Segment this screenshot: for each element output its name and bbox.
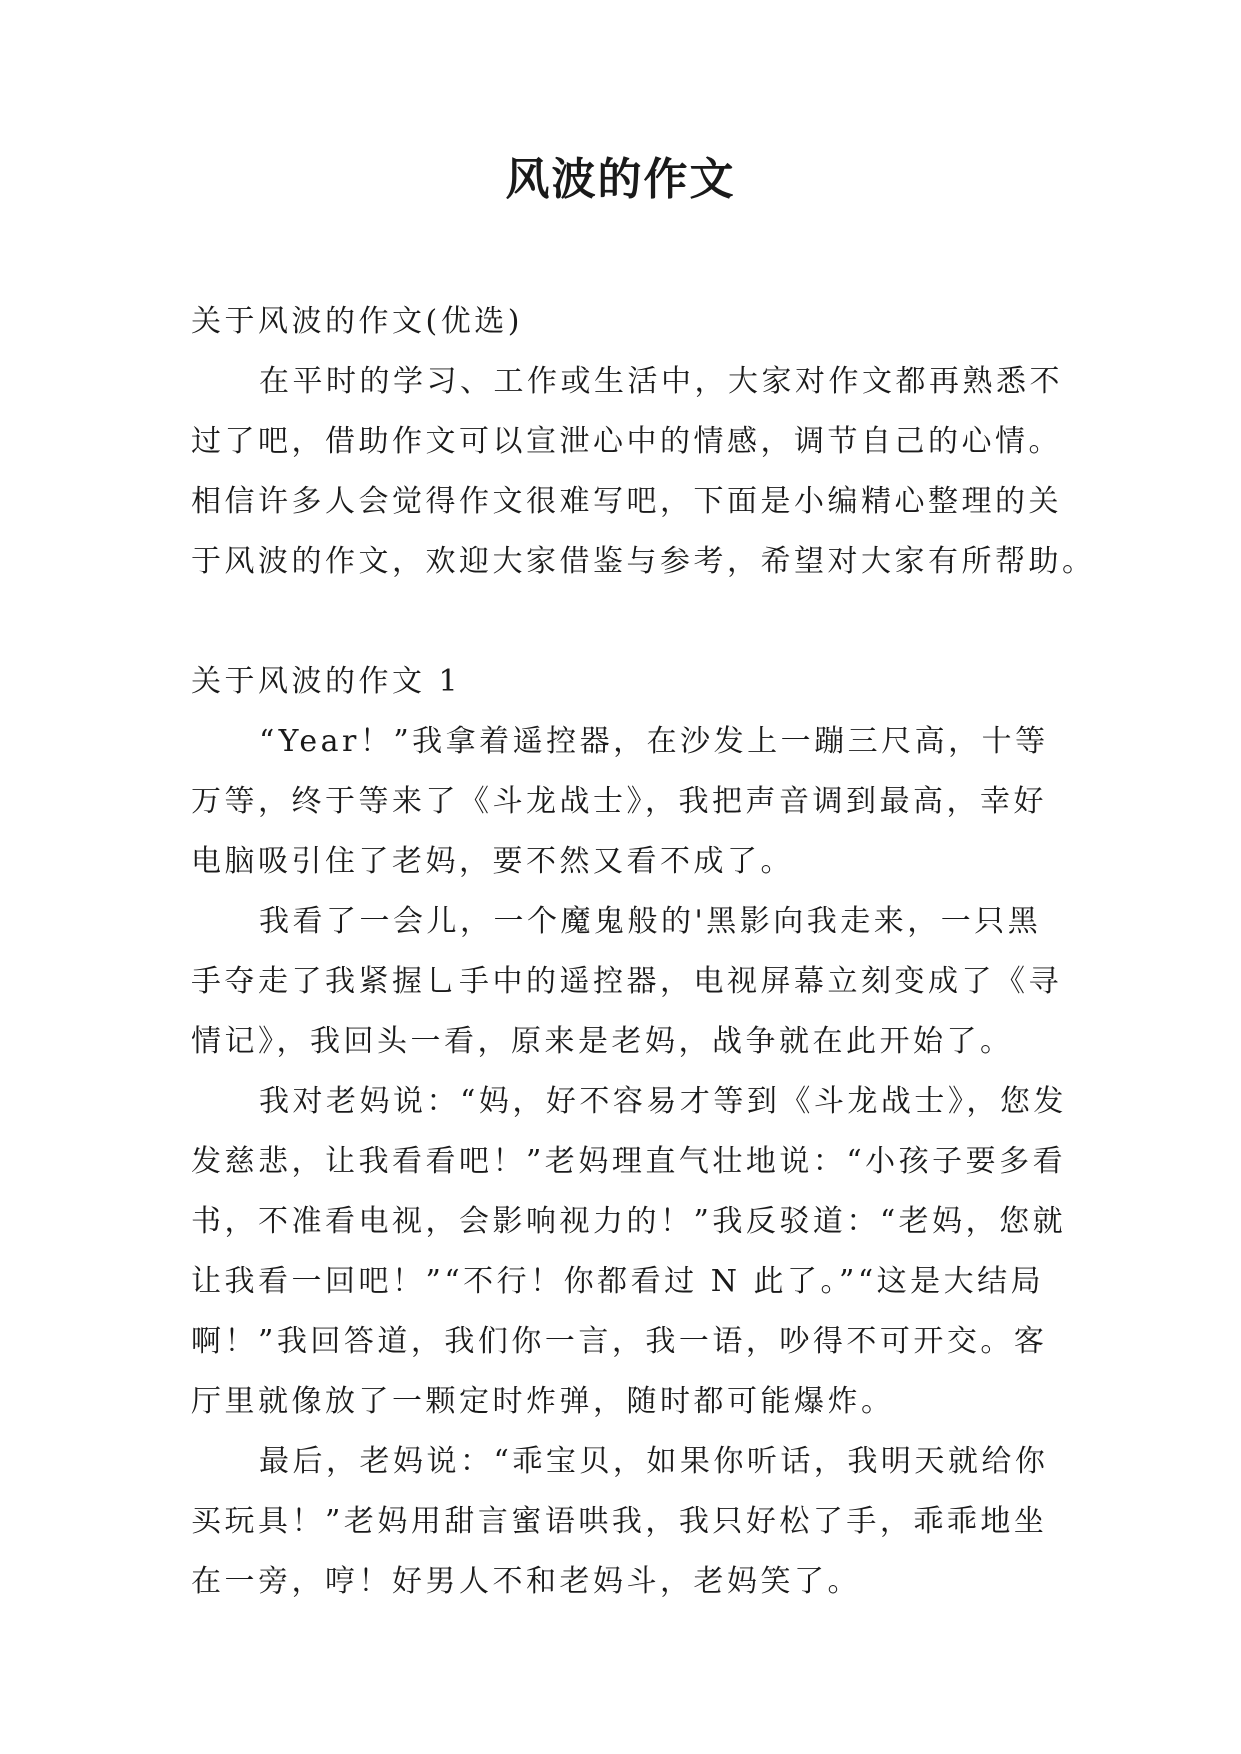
text-line: “Year！”我拿着遥控器，在沙发上一蹦三尺高，十等 [259,724,1049,759]
essay-paragraph-3 [191,1072,1071,1432]
text-line: 过了吧，借助作文可以宣泄心中的情感，调节自己的心情。 [191,424,1062,459]
text-line: 于风波的作文，欢迎大家借鉴与参考，希望对大家有所帮助。 [191,544,1096,579]
document-title: 风波的作文 [505,154,736,205]
text-line: 发慈悲，让我看看吧！”老妈理直气壮地说：“小孩子要多看 [191,1144,1067,1179]
text-line: 我对老妈说：“妈，好不容易才等到《斗龙战士》，您发 [259,1084,1067,1119]
section-spacer [191,592,1071,652]
text-line: 在平时的学习、工作或生活中，大家对作文都再熟悉不 [259,364,1063,399]
essay-paragraph-4 [191,1432,1071,1612]
text-line: 情记》，我回头一看，原来是老妈，战争就在此开始了。 [191,1024,1014,1059]
text-line: 厅里就像放了一颗定时炸弹，随时都可能爆炸。 [191,1384,895,1419]
text-line: 我看了一会儿，一个魔鬼般的'黑影向我走来，一只黑 [259,904,1042,939]
intro-heading: 关于风波的作文(优选) [191,304,523,339]
intro-paragraph [191,352,1096,592]
text-line: 书，不准看电视，会影响视力的！”我反驳道：“老妈，您就 [191,1204,1067,1239]
essay-paragraph-1 [191,712,1071,892]
text-line: 万等，终于等来了《斗龙战士》，我把声音调到最高，幸好 [191,784,1047,819]
text-line: 手夺走了我紧握乚手中的遥控器，电视屏幕立刻变成了《寻 [191,964,1062,999]
document-body [191,292,1096,1612]
text-line: 在一旁，哼！好男人不和老妈斗，老妈笑了。 [191,1564,861,1599]
essay-heading: 关于风波的作文 1 [191,664,462,699]
text-line: 让我看一回吧！”“不行！你都看过 N 此了。”“这是大结局 [191,1264,1045,1299]
text-line: 最后，老妈说：“乖宝贝，如果你听话，我明天就给你 [259,1444,1049,1479]
text-line: 啊！”我回答道，我们你一言，我一语，吵得不可开交。客 [191,1324,1048,1359]
text-line: 相信许多人会觉得作文很难写吧，下面是小编精心整理的关 [191,484,1062,519]
essay-paragraph-2 [191,892,1071,1072]
text-line: 电脑吸引住了老妈，要不然又看不成了。 [191,844,794,879]
text-line: 买玩具！”老妈用甜言蜜语哄我，我只好松了手，乖乖地坐 [191,1504,1048,1539]
